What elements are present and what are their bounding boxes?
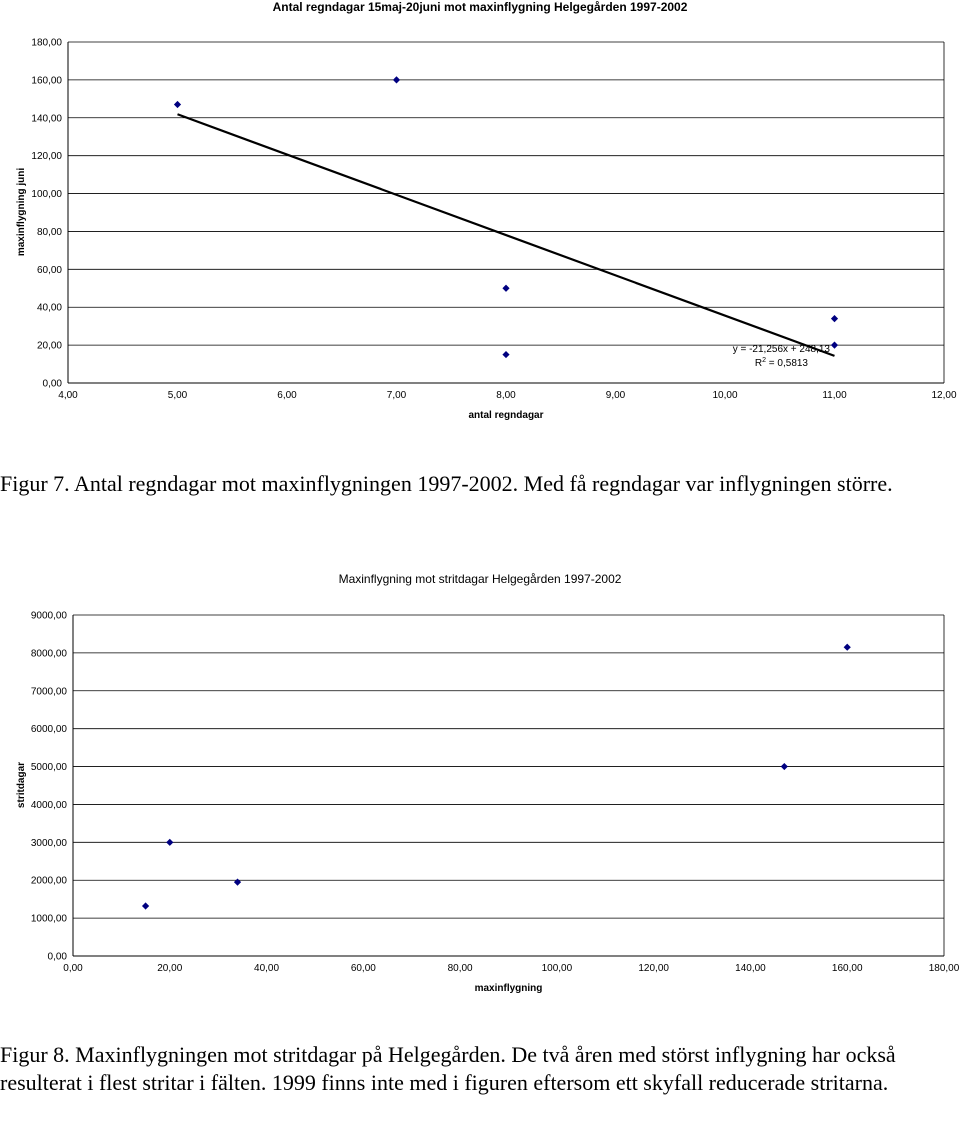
trendline-equation: y = -21,256x + 248,13 [732, 344, 830, 355]
data-point [174, 101, 181, 108]
trendline [178, 114, 835, 356]
y-tick-label: 3000,00 [30, 837, 67, 849]
chart-2-maxinflygning-vs-stritdagar [0, 580, 960, 1020]
x-tick-label: 5,00 [167, 390, 188, 401]
y-tick-label: 140,00 [31, 113, 62, 125]
data-point [831, 315, 838, 322]
trendline-r-squared: $R^2 = 0,5813$ [754, 357, 808, 369]
x-tick-label: 9,00 [605, 390, 626, 401]
x-tick-label: 20,00 [157, 963, 183, 974]
data-point [844, 644, 851, 651]
y-tick-label: 80,00 [36, 226, 62, 238]
data-point [142, 902, 149, 909]
y-tick-label: 0,00 [42, 378, 62, 390]
data-point [502, 351, 509, 358]
x-tick-label: 8,00 [496, 390, 516, 401]
y-tick-label: 160,00 [31, 75, 62, 87]
y-tick-label: 4000,00 [30, 799, 67, 811]
y-tick-label: 1000,00 [30, 913, 67, 925]
x-axis-label: maxinflygning [474, 983, 543, 994]
x-tick-label: 4,00 [58, 390, 78, 401]
chart-title: Maxinflygning mot stritdagar Helgegården 1997-2002 [338, 572, 622, 586]
data-point [831, 342, 838, 349]
y-tick-label: 100,00 [31, 189, 62, 201]
x-tick-label: 12,00 [931, 390, 957, 401]
chart-title: Antal regndagar 15maj-20juni mot maxinflygning Helgegården 1997-2002 [272, 0, 688, 14]
x-tick-label: 7,00 [386, 390, 407, 401]
data-point [502, 285, 509, 292]
y-tick-label: 7000,00 [30, 686, 67, 698]
y-tick-label: 0,00 [47, 951, 67, 963]
figure-8-caption: Figur 8. Maxinflygningen mot stritdagar på Helgegården. De två åren med störst inflygning har också resulterat i flest stritar i fälten. 1999 finns inte med i figuren eftersom ett skyfall reducerade stritarna. [0, 1042, 896, 1095]
x-tick-label: 0,00 [63, 963, 83, 974]
x-tick-label: 6,00 [277, 390, 297, 401]
x-tick-label: 180,00 [928, 963, 960, 974]
y-tick-label: 20,00 [36, 340, 62, 352]
data-point [393, 76, 400, 83]
x-tick-label: 140,00 [735, 963, 766, 974]
data-point [234, 879, 241, 886]
figure-7-caption: Figur 7. Antal regndagar mot maxinflygningen 1997-2002. Med få regndagar var inflygningen större. [0, 471, 893, 496]
y-tick-label: 60,00 [36, 264, 62, 276]
y-tick-label: 40,00 [36, 302, 62, 314]
x-axis-label: antal regndagar [468, 410, 544, 421]
y-tick-label: 180,00 [31, 37, 62, 49]
x-tick-label: 11,00 [822, 390, 847, 401]
chart-1-regndagar-vs-maxinflygning [0, 0, 960, 440]
x-tick-label: 10,00 [712, 390, 738, 401]
y-axis-label: stritdagar [16, 761, 27, 809]
y-tick-label: 5000,00 [30, 762, 67, 774]
y-tick-label: 9000,00 [30, 610, 67, 622]
x-tick-label: 80,00 [447, 963, 473, 974]
x-tick-label: 120,00 [638, 963, 669, 974]
x-tick-label: 160,00 [831, 963, 863, 974]
y-tick-label: 8000,00 [30, 648, 67, 660]
y-tick-label: 2000,00 [30, 875, 67, 887]
y-tick-label: 120,00 [31, 151, 62, 163]
x-tick-label: 60,00 [350, 963, 376, 974]
x-tick-label: 100,00 [541, 963, 573, 974]
y-axis-label: maxinflygning juni [16, 167, 27, 257]
y-tick-label: 6000,00 [30, 724, 67, 736]
data-point [781, 763, 788, 770]
data-point [166, 839, 173, 846]
x-tick-label: 40,00 [254, 963, 280, 974]
